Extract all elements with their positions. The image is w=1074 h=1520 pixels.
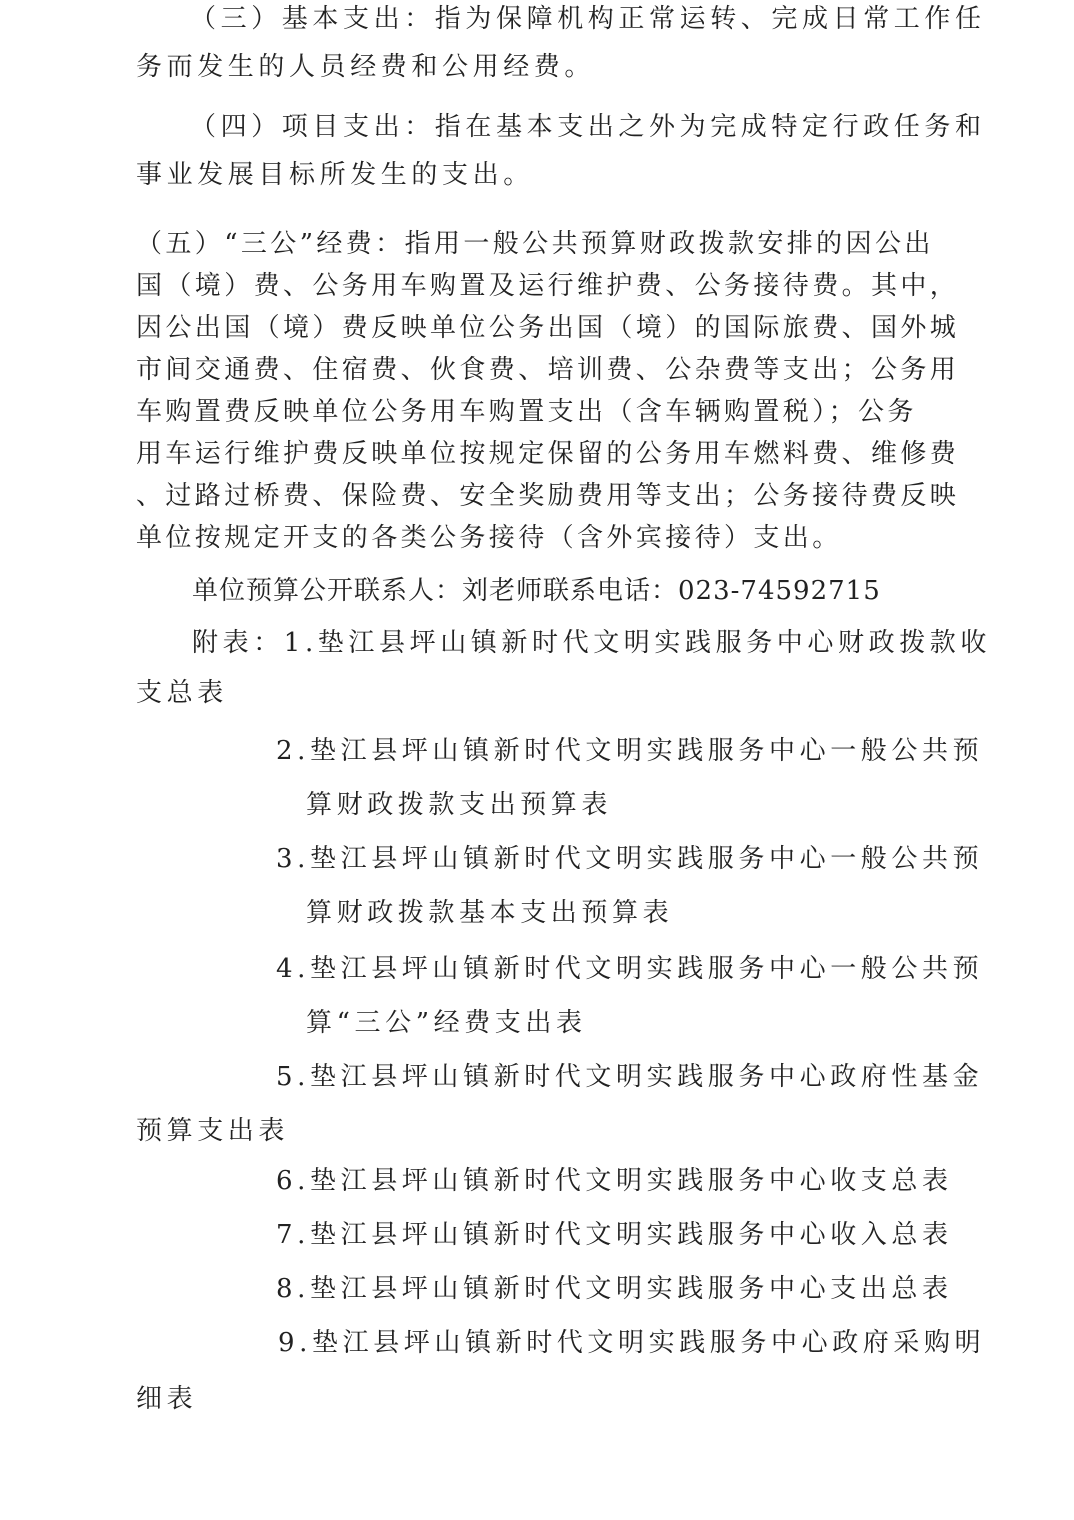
attachment-1-line-2: 支总表	[136, 678, 228, 708]
attachment-5-line-1: 5.垫江县坪山镇新时代文明实践服务中心政府性基金	[276, 1062, 984, 1092]
three-public-funds-line-5: 车购置费反映单位公务用车购置支出（含车辆购置税）；公务	[136, 397, 917, 427]
attachment-4-line-1: 4.垫江县坪山镇新时代文明实践服务中心一般公共预	[276, 954, 984, 984]
project-expenditure-line-2: 事业发展目标所发生的支出。	[136, 160, 534, 190]
attachment-1-line-1: 附表：1.垫江县坪山镇新时代文明实践服务中心财政拨款收	[192, 628, 992, 658]
attachment-5-line-2: 预算支出表	[136, 1116, 290, 1146]
contact-line: 单位预算公开联系人：刘老师联系电话：023-74592715	[192, 576, 881, 606]
three-public-funds-line-3: 因公出国（境）费反映单位公务出国（境）的国际旅费、国外城	[136, 313, 960, 343]
three-public-funds-line-6: 用车运行维护费反映单位按规定保留的公务用车燃料费、维修费	[136, 439, 960, 469]
project-expenditure-line-1: （四）项目支出：指在基本支出之外为完成特定行政任务和	[190, 112, 986, 142]
attachment-2-line-1: 2.垫江县坪山镇新时代文明实践服务中心一般公共预	[276, 736, 984, 766]
attachment-6-line: 6.垫江县坪山镇新时代文明实践服务中心收支总表	[276, 1166, 953, 1196]
three-public-funds-line-2: 国（境）费、公务用车购置及运行维护费、公务接待费。其中，	[136, 271, 960, 301]
three-public-funds-line-1: （五）“三公”经费：指用一般公共预算财政拨款安排的因公出	[136, 229, 934, 259]
three-public-funds-line-8: 单位按规定开支的各类公务接待（含外宾接待）支出。	[136, 523, 842, 553]
attachment-9-line-1: 9.垫江县坪山镇新时代文明实践服务中心政府采购明	[278, 1328, 986, 1358]
basic-expenditure-line-2: 务而发生的人员经费和公用经费。	[136, 52, 596, 82]
attachment-4-line-2: 算“三公”经费支出表	[306, 1008, 587, 1038]
three-public-funds-line-7: 、过路过桥费、保险费、安全奖励费用等支出；公务接待费反映	[136, 481, 960, 511]
basic-expenditure-line-1: （三）基本支出：指为保障机构正常运转、完成日常工作任	[190, 4, 986, 34]
attachment-3-line-2: 算财政拨款基本支出预算表	[306, 898, 674, 928]
attachment-8-line: 8.垫江县坪山镇新时代文明实践服务中心支出总表	[276, 1274, 953, 1304]
attachment-7-line: 7.垫江县坪山镇新时代文明实践服务中心收入总表	[276, 1220, 953, 1250]
attachment-2-line-2: 算财政拨款支出预算表	[306, 790, 613, 820]
attachment-3-line-1: 3.垫江县坪山镇新时代文明实践服务中心一般公共预	[276, 844, 984, 874]
three-public-funds-line-4: 市间交通费、住宿费、伙食费、培训费、公杂费等支出；公务用	[136, 355, 960, 385]
attachment-9-line-2: 细表	[136, 1384, 198, 1414]
